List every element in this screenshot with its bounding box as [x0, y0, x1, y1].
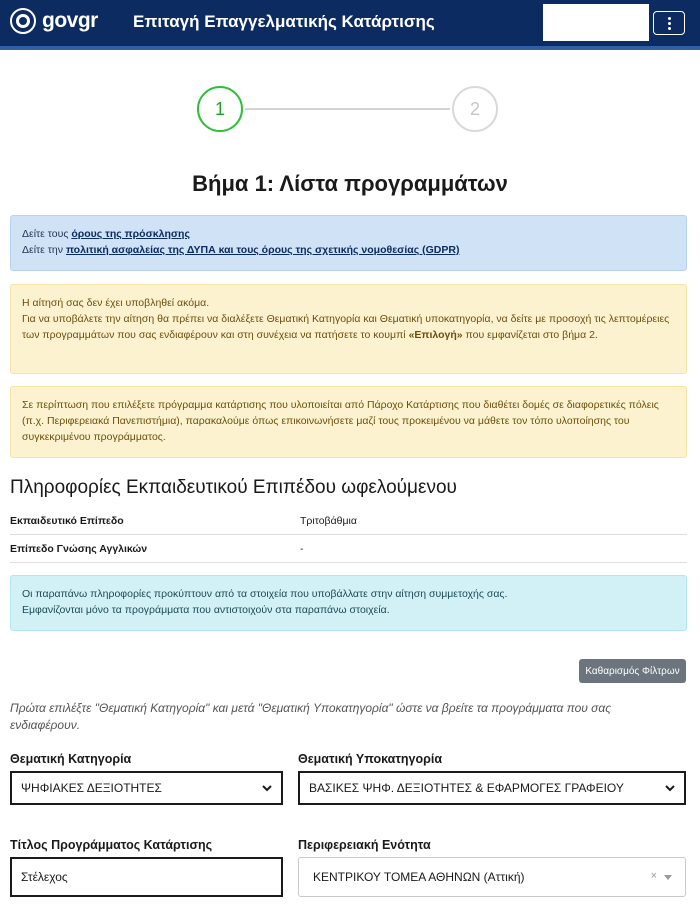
user-info-box: [543, 4, 649, 41]
info-line-2: Εμφανίζονται μόνο τα προγράμματα που αντιστοιχούν στα παραπάνω στοιχεία.: [22, 604, 390, 616]
select-keyword: «Επιλογή»: [408, 329, 463, 341]
region-label: Περιφερειακή Ενότητα: [298, 838, 431, 852]
step-1-indicator: 1: [197, 86, 243, 132]
invitation-terms-link[interactable]: όρους της πρόσκλησης: [71, 228, 190, 240]
education-level-value: Τριτοβάθμια: [300, 515, 357, 527]
page-title: Βήμα 1: Λίστα προγραμμάτων: [192, 171, 508, 196]
category-select[interactable]: [10, 771, 283, 805]
subcategory-selected-value: ΒΑΣΙΚΕΣ ΨΗΦ. ΔΕΞΙΟΤΗΤΕΣ & ΕΦΑΡΜΟΓΕΣ ΓΡΑΦΕΙΟΥ: [309, 781, 624, 795]
kebab-menu-icon: [668, 17, 671, 30]
provider-note-text: Σε περίπτωση που επιλέξετε πρόγραμμα κατάρτισης που υλοποιείται από Πάροχο Κατάρτισης που διαθέτει δομές σε διαφορετικές πόλεις (π.χ. Περιφερειακά Πανεπιστήμια), παρακαλούμε όπως επικοινωνήσετε μαζί τους προκειμένου να μάθετε τον τόπο υλοποίησης του συγκεκριμένου προγράμματος.: [22, 399, 659, 443]
terms-prefix: Δείτε τους: [22, 228, 72, 240]
application-status-alert: [10, 284, 687, 374]
caret-down-icon[interactable]: [664, 875, 672, 880]
region-selected-value: ΚΕΝΤΡΙΚΟΥ ΤΟΜΕΑ ΑΘΗΝΩΝ (Αττική): [313, 870, 525, 884]
subcategory-select[interactable]: [298, 771, 686, 805]
status-line-1: Η αίτησή σας δεν έχει υποβληθεί ακόμα.: [22, 297, 210, 309]
menu-button[interactable]: [653, 11, 685, 35]
provider-note-alert: [10, 386, 687, 458]
category-label: Θεματική Κατηγορία: [10, 752, 132, 766]
stepper-connector: [245, 108, 450, 110]
clear-filters-button[interactable]: Καθαρισμός Φίλτρων: [579, 659, 686, 683]
english-level-label: Επίπεδο Γνώσης Αγγλικών: [10, 543, 148, 555]
header-accent-strip: [0, 46, 700, 50]
info-line-1: Οι παραπάνω πληροφορίες προκύπτουν από τα στοιχεία που υποβάλλατε στην αίτηση συμμετοχής σας.: [22, 588, 508, 600]
filter-hint: Πρώτα επιλέξτε "Θεματική Κατηγορία" και μετά "Θεματική Υποκατηγορία" ώστε να βρείτε τα προγράμματα που σας ενδιαφέρουν.: [10, 701, 612, 732]
info-source-alert: [10, 575, 687, 631]
chevron-down-icon: [665, 783, 675, 793]
program-title-label: Τίτλος Προγράμματος Κατάρτισης: [10, 838, 213, 852]
step-2-indicator: 2: [452, 86, 498, 132]
program-title-value: Στέλεχος: [21, 870, 68, 884]
region-select[interactable]: [298, 857, 686, 897]
program-title-input[interactable]: [10, 857, 283, 897]
policy-prefix: Δείτε την: [22, 244, 66, 256]
status-instructions-end: που εμφανίζεται στο βήμα 2.: [462, 329, 598, 341]
terms-alert: [10, 215, 687, 271]
chevron-down-icon: [262, 783, 272, 793]
logo-text: govgr: [42, 9, 98, 32]
education-section-title: Πληροφορίες Εκπαιδευτικού Επιπέδου ωφελούμενου: [10, 477, 457, 498]
english-level-value: -: [300, 543, 304, 555]
category-selected-value: ΨΗΦΙΑΚΕΣ ΔΕΞΙΟΤΗΤΕΣ: [21, 781, 162, 795]
status-instructions: Για να υποβάλετε την αίτηση θα πρέπει να διαλέξετε Θεματική Κατηγορία και Θεματική υποκατηγορία, να δείτε με προσοχή τις λεπτομέρειες των προγραμμάτων που σας ενδιαφέρουν και στη συνέχεια να πατήσετε το κουμπί: [22, 313, 670, 341]
english-level-row: [10, 535, 687, 563]
subcategory-label: Θεματική Υποκατηγορία: [298, 752, 443, 766]
education-level-label: Εκπαιδευτικό Επίπεδο: [10, 515, 124, 527]
app-title: Επιταγή Επαγγελματικής Κατάρτισης: [133, 12, 435, 31]
gdpr-policy-link[interactable]: πολιτική ασφαλείας της ΔΥΠΑ και τους όρους της σχετικής νομοθεσίας (GDPR): [65, 244, 460, 256]
govgr-logo[interactable]: [10, 8, 98, 34]
education-level-row: [10, 507, 687, 535]
clear-region-icon[interactable]: ×: [650, 870, 657, 882]
govgr-emblem-icon: [10, 8, 36, 34]
top-header: [0, 0, 700, 46]
